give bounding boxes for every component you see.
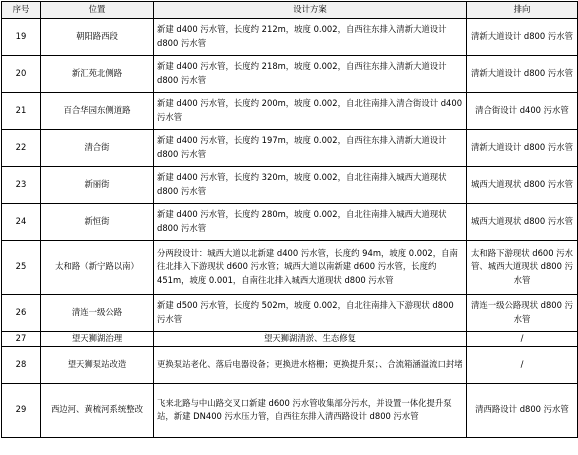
row-direction: /: [467, 331, 578, 346]
header-direction: 排向: [467, 2, 578, 19]
row-no: 22: [2, 129, 41, 166]
row-location: 朝阳路西段: [41, 18, 154, 55]
row-direction: 清连一级公路现状 d800 污水管: [467, 294, 578, 331]
row-location: 太和路（新宁路以南）: [41, 240, 154, 294]
table-row: [2, 18, 578, 55]
row-no: 23: [2, 166, 41, 203]
row-location: 西边河、黄梳河系统整改: [41, 383, 154, 437]
row-no: 25: [2, 240, 41, 294]
row-location: 新丽街: [41, 166, 154, 203]
row-no: 26: [2, 294, 41, 331]
table-row: [2, 203, 578, 240]
table-row: [2, 346, 578, 383]
row-direction: 城西大道现状 d800 污水管: [467, 166, 578, 203]
sewer-design-table: [1, 1, 578, 438]
row-no: 29: [2, 383, 41, 437]
row-location: 望天狮泵站改造: [41, 346, 154, 383]
table-row: [2, 240, 578, 294]
row-plan: 新建 d400 污水管，长度约 280m，坡度 0.002，自北往南排入城西大道现状 d800 污水管: [154, 203, 467, 240]
row-direction: 太和路下游现状 d600 污水管、城西大道现状 d800 污水管: [467, 240, 578, 294]
header-plan: 设计方案: [154, 2, 467, 19]
row-location: 新汇苑北侧路: [41, 55, 154, 92]
row-plan: 新建 d400 污水管，长度约 200m，坡度 0.002，自北往南排入清合街设计 d400 污水管: [154, 92, 467, 129]
header-location: 位置: [41, 2, 154, 19]
row-direction: 清新大道设计 d800 污水管: [467, 129, 578, 166]
row-direction: /: [467, 346, 578, 383]
table-row: [2, 294, 578, 331]
row-plan: 新建 d400 污水管，长度约 320m，坡度 0.002，自北往南排入城西大道现状 d800 污水管: [154, 166, 467, 203]
row-plan: 更换泵站老化、落后电器设备；更换进水格栅；更换提升泵；、合流箱涵溢流口封堵: [154, 346, 467, 383]
row-plan: 新建 d400 污水管，长度约 197m，坡度 0.002，自西往东排入清新大道设计 d800 污水管: [154, 129, 467, 166]
row-plan: 飞来北路与中山路交叉口新建 d600 污水管收集部分污水，并设置一体化提升泵站，新建 DN400 污水压力管，自西往东排入清西路设计 d800 污水管: [154, 383, 467, 437]
row-plan: 新建 d400 污水管，长度约 212m，坡度 0.002，自西往东排入清新大道设计 d800 污水管: [154, 18, 467, 55]
table-row: [2, 383, 578, 437]
row-location: 百合华园东侧道路: [41, 92, 154, 129]
row-no: 24: [2, 203, 41, 240]
row-plan: 分两段设计：城西大道以北新建 d400 污水管，长度约 94m，坡度 0.002，自南往北排入下游现状 d600 污水管；城西大道以南新建 d600 污水管，长度约 451m，坡度 0.001，自南往北排入城西大道现状 d800 污水管: [154, 240, 467, 294]
table-row: [2, 129, 578, 166]
row-no: 28: [2, 346, 41, 383]
row-no: 27: [2, 331, 41, 346]
row-location: 清合街: [41, 129, 154, 166]
row-plan: 新建 d500 污水管，长度约 502m，坡度 0.002，自北往南排入下游现状 d800 污水管: [154, 294, 467, 331]
row-no: 20: [2, 55, 41, 92]
row-direction: 清新大道设计 d800 污水管: [467, 18, 578, 55]
table-row: [2, 331, 578, 346]
row-direction: 城西大道现状 d800 污水管: [467, 203, 578, 240]
header-no: 序号: [2, 2, 41, 19]
table-row: [2, 92, 578, 129]
row-no: 19: [2, 18, 41, 55]
row-plan: 新建 d400 污水管，长度约 218m，坡度 0.002，自西往东排入清新大道设计 d800 污水管: [154, 55, 467, 92]
table-header-row: [2, 2, 578, 19]
row-no: 21: [2, 92, 41, 129]
row-location: 清连一级公路: [41, 294, 154, 331]
row-direction: 清新大道设计 d800 污水管: [467, 55, 578, 92]
row-location: 新恒街: [41, 203, 154, 240]
table-row: [2, 55, 578, 92]
row-plan: 望天狮湖清淤、生态修复: [154, 331, 467, 346]
row-direction: 清合街设计 d400 污水管: [467, 92, 578, 129]
row-location: 望天狮湖治理: [41, 331, 154, 346]
table-row: [2, 166, 578, 203]
row-direction: 清西路设计 d800 污水管: [467, 383, 578, 437]
